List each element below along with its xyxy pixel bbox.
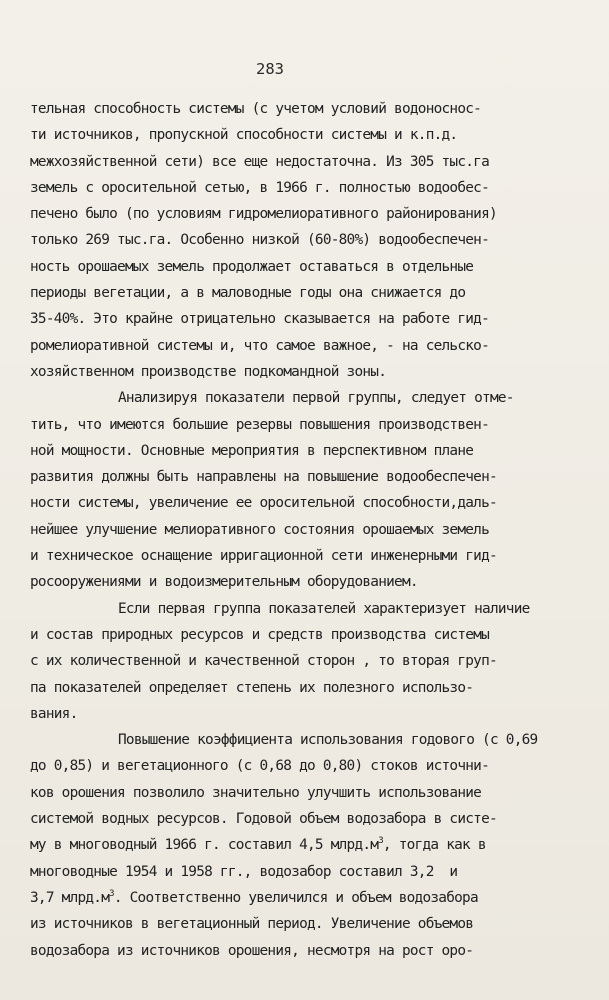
text-line: вания. bbox=[30, 705, 78, 722]
text-line: земель с оросительной сетью, в 1966 г. полностью водообес- bbox=[30, 179, 490, 196]
text-line: только 269 тыс.га. Особенно низкой (60-80%) водообеспечен- bbox=[30, 232, 490, 249]
line-text: му в многоводный 1966 г. составил 4,5 млрд.м bbox=[30, 837, 379, 854]
text-line: па показателей определяет степень их полезного использо- bbox=[30, 679, 474, 696]
text-line: ромелиоративной системы и, что самое важное, - на сельско- bbox=[30, 337, 490, 354]
text-line: до 0,85) и вегетационного (с 0,68 до 0,80) стоков источни- bbox=[30, 758, 490, 775]
text-line: ков орошения позволило значительно улучшить использование bbox=[30, 784, 482, 801]
text-line: хозяйственном производстве подкомандной зоны. bbox=[30, 363, 387, 380]
text-line: ной мощности. Основные мероприятия в перспективном плане bbox=[30, 442, 474, 459]
text-line: ти источников, пропускной способности системы и к.п.д. bbox=[30, 127, 458, 144]
text-line: из источников в вегетационный период. Увеличение объемов bbox=[30, 916, 474, 933]
text-line: тельная способность системы (с учетом условий водоноснос- bbox=[30, 101, 482, 117]
text-line-with-superscript bbox=[30, 832, 590, 858]
text-line: водозабора из источников орошения, несмотря на рост оро- bbox=[30, 942, 474, 959]
text-line-with-superscript bbox=[30, 885, 590, 911]
line-tail: . Соответственно увеличился и объем водозабора bbox=[113, 889, 478, 906]
text-line: и состав природных ресурсов и средств производства системы bbox=[30, 626, 490, 643]
text-line: многоводные 1954 и 1958 гг., водозабор составил 3,2 и bbox=[30, 863, 458, 880]
text-line: 35-40%. Это крайне отрицательно сказывается на работе гид- bbox=[30, 311, 490, 328]
text-line: системой водных ресурсов. Годовой объем водозабора в систе- bbox=[30, 811, 497, 828]
text-line: ность орошаемых земель продолжает оставаться в отдельные bbox=[30, 258, 474, 275]
text-line: нейшее улучшение мелиоративного состояния орошаемых земель bbox=[30, 521, 490, 538]
text-line: тить, что имеются большие резервы повышения производствен- bbox=[30, 416, 490, 433]
body-text bbox=[30, 96, 590, 964]
text-line: с их количественной и качественной сторон , то вторая груп- bbox=[30, 653, 497, 670]
paragraph-start-line: Анализируя показатели первой группы, следует отме- bbox=[118, 390, 514, 407]
superscript: 3 bbox=[109, 888, 114, 899]
text-line: межхозяйственной сети) все еще недостаточна. Из 305 тыс.га bbox=[30, 153, 490, 170]
text-line: развития должны быть направлены на повышение водообеспечен- bbox=[30, 469, 497, 486]
text-line: печено было (по условиям гидромелиоративного районирования) bbox=[30, 206, 497, 223]
text-line: периоды вегетации, а в маловодные годы она снижается до bbox=[30, 285, 466, 302]
paragraph-start-line: Повышение коэффициента использования годового (с 0,69 bbox=[118, 732, 538, 749]
page-number: 283 bbox=[256, 60, 284, 78]
text-line: росооружениями и водоизмерительным оборудованием. bbox=[30, 574, 418, 591]
paragraph-start-line: Если первая группа показателей характеризует наличие bbox=[118, 600, 530, 617]
line-tail: , тогда как в bbox=[382, 837, 486, 854]
text-line: и техническое оснащение ирригационной сети инженерными гид- bbox=[30, 548, 497, 565]
superscript: 3 bbox=[378, 836, 383, 847]
text-line: ности системы, увеличение ее оросительной способности,даль- bbox=[30, 495, 497, 512]
line-text: 3,7 млрд.м bbox=[30, 889, 110, 906]
